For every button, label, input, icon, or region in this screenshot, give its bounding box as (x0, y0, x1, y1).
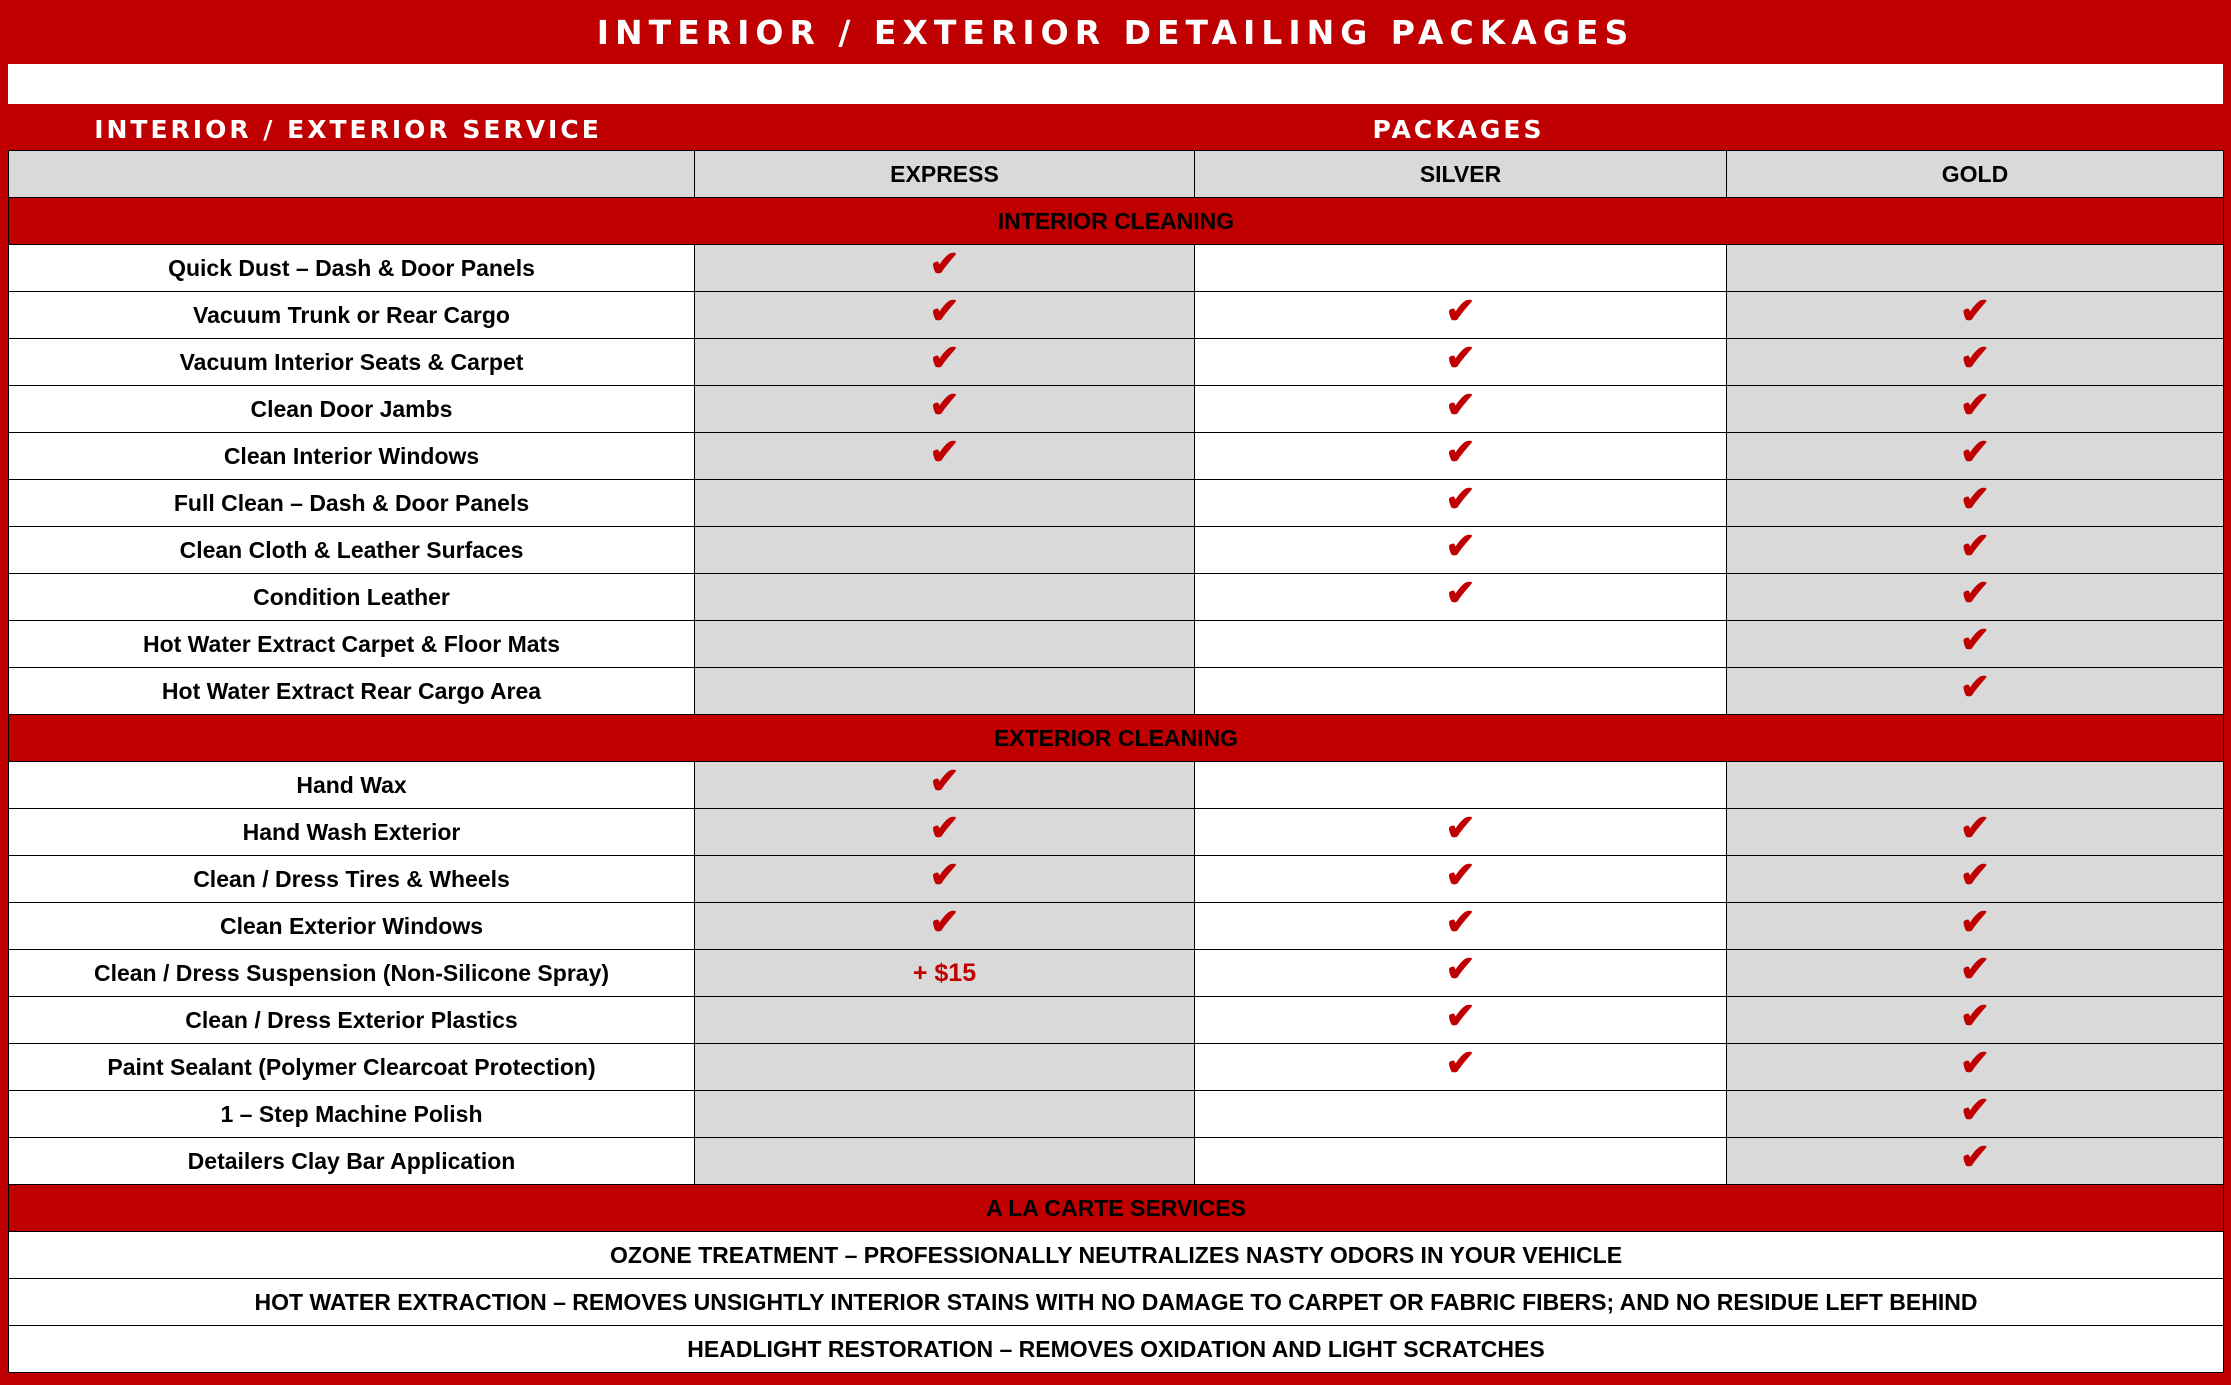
checkmark-icon: ✔ (1445, 526, 1476, 566)
express-cell (695, 245, 1195, 292)
service-name: Hot Water Extract Rear Cargo Area (9, 668, 695, 715)
checkmark-icon: ✔ (1959, 385, 1991, 425)
package-names-row (9, 151, 2224, 198)
checkmark-icon: ✔ (1959, 855, 1991, 895)
service-column-header: INTERIOR / EXTERIOR SERVICE (94, 114, 602, 144)
checkmark-icon: ✔ (1445, 996, 1476, 1036)
table-row (9, 1138, 2224, 1185)
gold-cell (1727, 574, 2224, 621)
checkmark-icon: ✔ (1445, 385, 1476, 425)
silver-cell (1195, 1138, 1727, 1185)
express-cell (695, 1091, 1195, 1138)
table-row (9, 621, 2224, 668)
checkmark-icon: ✔ (929, 808, 960, 848)
silver-header: SILVER (1195, 151, 1727, 198)
gold-header: GOLD (1727, 151, 2224, 198)
service-name: Paint Sealant (Polymer Clearcoat Protection) (9, 1044, 695, 1091)
checkmark-icon: ✔ (1445, 808, 1476, 848)
table-row (9, 527, 2224, 574)
gold-cell (1727, 809, 2224, 856)
silver-cell (1195, 433, 1727, 480)
gold-cell (1727, 527, 2224, 574)
silver-cell (1195, 903, 1727, 950)
checkmark-icon: ✔ (1445, 291, 1476, 331)
express-cell (695, 809, 1195, 856)
gold-cell (1727, 245, 2224, 292)
checkmark-icon: ✔ (1959, 432, 1991, 472)
table-row (9, 386, 2224, 433)
checkmark-icon: ✔ (929, 761, 960, 801)
express-cell (695, 903, 1195, 950)
checkmark-icon: ✔ (1959, 996, 1991, 1036)
gold-cell (1727, 1091, 2224, 1138)
table-row (9, 668, 2224, 715)
gold-cell (1727, 292, 2224, 339)
section-header (9, 715, 2224, 762)
addon-price: + $15 (912, 958, 977, 987)
service-name: Hand Wax (9, 762, 695, 809)
checkmark-icon: ✔ (1445, 479, 1476, 519)
checkmark-icon: ✔ (1959, 1090, 1991, 1130)
silver-cell (1195, 668, 1727, 715)
express-cell (695, 950, 1195, 997)
checkmark-icon: ✔ (1445, 902, 1476, 942)
checkmark-icon: ✔ (1959, 526, 1991, 566)
silver-cell (1195, 856, 1727, 903)
table-row (9, 292, 2224, 339)
silver-cell (1195, 245, 1727, 292)
packages-table (8, 150, 2224, 1373)
service-name: Clean Door Jambs (9, 386, 695, 433)
service-name: Hand Wash Exterior (9, 809, 695, 856)
a-la-carte-title: A LA CARTE SERVICES (9, 1185, 2224, 1232)
table-row (9, 574, 2224, 621)
checkmark-icon: ✔ (1959, 1137, 1991, 1177)
service-name: Clean Exterior Windows (9, 903, 695, 950)
service-name: Clean / Dress Suspension (Non-Silicone Spray) (9, 950, 695, 997)
table-row (9, 480, 2224, 527)
silver-cell (1195, 339, 1727, 386)
silver-cell (1195, 621, 1727, 668)
silver-cell (1195, 950, 1727, 997)
silver-cell (1195, 480, 1727, 527)
gold-cell (1727, 997, 2224, 1044)
gold-cell (1727, 856, 2224, 903)
silver-cell (1195, 386, 1727, 433)
packages-column-header: PACKAGES (1372, 114, 1545, 144)
a-la-carte-item: OZONE TREATMENT – PROFESSIONALLY NEUTRALIZES NASTY ODORS IN YOUR VEHICLE (9, 1232, 2224, 1279)
checkmark-icon: ✔ (1959, 620, 1991, 660)
table-row (9, 997, 2224, 1044)
gold-cell (1727, 621, 2224, 668)
checkmark-icon: ✔ (1959, 479, 1991, 519)
express-cell (695, 668, 1195, 715)
checkmark-icon: ✔ (1959, 667, 1991, 707)
gold-cell (1727, 480, 2224, 527)
silver-cell (1195, 762, 1727, 809)
silver-cell (1195, 527, 1727, 574)
table-row (9, 950, 2224, 997)
checkmark-icon: ✔ (929, 855, 960, 895)
express-cell (695, 762, 1195, 809)
table-row (9, 1044, 2224, 1091)
gold-cell (1727, 668, 2224, 715)
checkmark-icon: ✔ (929, 385, 960, 425)
service-name: 1 – Step Machine Polish (9, 1091, 695, 1138)
express-cell (695, 574, 1195, 621)
page-title: INTERIOR / EXTERIOR DETAILING PACKAGES (596, 12, 1635, 52)
silver-cell (1195, 1091, 1727, 1138)
checkmark-icon: ✔ (1445, 855, 1476, 895)
service-name: Clean / Dress Exterior Plastics (9, 997, 695, 1044)
a-la-carte-item: HEADLIGHT RESTORATION – REMOVES OXIDATION AND LIGHT SCRATCHES (9, 1326, 2224, 1373)
express-cell (695, 527, 1195, 574)
silver-cell (1195, 997, 1727, 1044)
service-name: Full Clean – Dash & Door Panels (9, 480, 695, 527)
gold-cell (1727, 1044, 2224, 1091)
table-row (9, 856, 2224, 903)
express-cell (695, 856, 1195, 903)
table-row (9, 809, 2224, 856)
checkmark-icon: ✔ (1445, 432, 1476, 472)
checkmark-icon: ✔ (929, 902, 960, 942)
checkmark-icon: ✔ (1445, 573, 1476, 613)
checkmark-icon: ✔ (1959, 1043, 1991, 1083)
checkmark-icon: ✔ (1959, 338, 1991, 378)
express-cell (695, 292, 1195, 339)
express-cell (695, 433, 1195, 480)
checkmark-icon: ✔ (929, 338, 960, 378)
express-cell (695, 997, 1195, 1044)
checkmark-icon: ✔ (1445, 1043, 1476, 1083)
checkmark-icon: ✔ (1445, 338, 1476, 378)
silver-cell (1195, 292, 1727, 339)
checkmark-icon: ✔ (1959, 573, 1991, 613)
gold-cell (1727, 386, 2224, 433)
gold-cell (1727, 762, 2224, 809)
table-row (9, 245, 2224, 292)
gold-cell (1727, 339, 2224, 386)
service-name: Detailers Clay Bar Application (9, 1138, 695, 1185)
checkmark-icon: ✔ (929, 291, 960, 331)
section-title: INTERIOR CLEANING (9, 198, 2224, 245)
a-la-carte-row (9, 1279, 2224, 1326)
checkmark-icon: ✔ (1959, 808, 1991, 848)
blank-banner (8, 64, 2223, 104)
service-name: Condition Leather (9, 574, 695, 621)
checkmark-icon: ✔ (1445, 949, 1476, 989)
silver-cell (1195, 809, 1727, 856)
gold-cell (1727, 1138, 2224, 1185)
a-la-carte-item: HOT WATER EXTRACTION – REMOVES UNSIGHTLY INTERIOR STAINS WITH NO DAMAGE TO CARPET OR FABRIC FIBERS; AND NO RESIDUE LEFT BEHIND (9, 1279, 2224, 1326)
express-cell (695, 621, 1195, 668)
table-row (9, 762, 2224, 809)
checkmark-icon: ✔ (929, 432, 960, 472)
table-row (9, 903, 2224, 950)
table-row (9, 1091, 2224, 1138)
express-cell (695, 339, 1195, 386)
checkmark-icon: ✔ (1959, 902, 1991, 942)
express-cell (695, 386, 1195, 433)
checkmark-icon: ✔ (929, 244, 960, 284)
service-name: Vacuum Interior Seats & Carpet (9, 339, 695, 386)
section-header (9, 198, 2224, 245)
service-name: Clean / Dress Tires & Wheels (9, 856, 695, 903)
service-name: Vacuum Trunk or Rear Cargo (9, 292, 695, 339)
express-cell (695, 480, 1195, 527)
express-cell (695, 1138, 1195, 1185)
table-row (9, 339, 2224, 386)
express-header: EXPRESS (695, 151, 1195, 198)
gold-cell (1727, 950, 2224, 997)
gold-cell (1727, 903, 2224, 950)
gold-cell (1727, 433, 2224, 480)
blank-header-cell (9, 151, 695, 198)
checkmark-icon: ✔ (1959, 949, 1991, 989)
a-la-carte-header (9, 1185, 2224, 1232)
a-la-carte-row (9, 1326, 2224, 1373)
service-name: Clean Interior Windows (9, 433, 695, 480)
section-title: EXTERIOR CLEANING (9, 715, 2224, 762)
service-name: Quick Dust – Dash & Door Panels (9, 245, 695, 292)
table-row (9, 433, 2224, 480)
silver-cell (1195, 574, 1727, 621)
express-cell (695, 1044, 1195, 1091)
packages-table-body (9, 151, 2224, 1373)
service-name: Hot Water Extract Carpet & Floor Mats (9, 621, 695, 668)
a-la-carte-row (9, 1232, 2224, 1279)
service-name: Clean Cloth & Leather Surfaces (9, 527, 695, 574)
checkmark-icon: ✔ (1959, 291, 1991, 331)
silver-cell (1195, 1044, 1727, 1091)
